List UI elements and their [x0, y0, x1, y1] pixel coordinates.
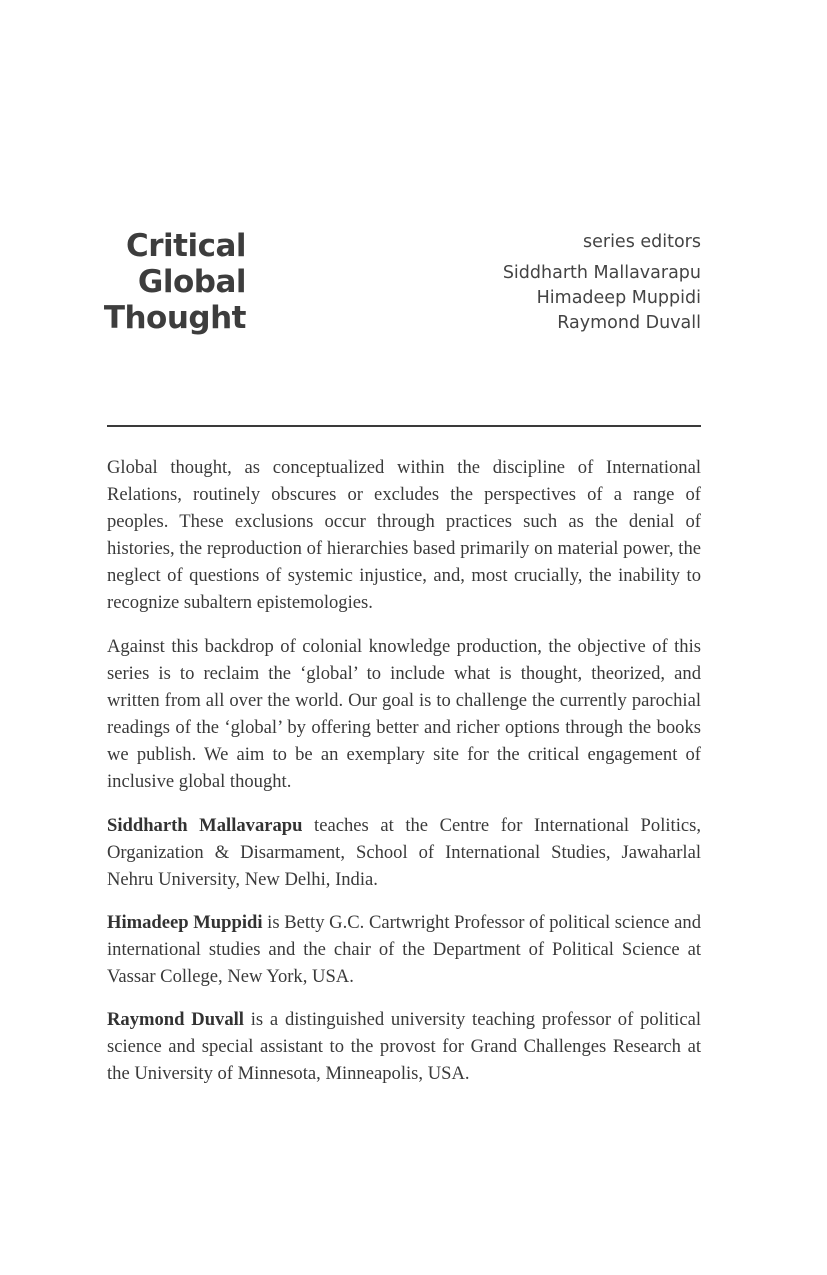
editor-bio-text: is Betty G.C. Cartwright Professor of political science and international studies and the chair of the Department of Political Science at Vassar College, New York, USA. [107, 912, 702, 987]
editor-bio [107, 1006, 701, 1087]
series-title-line: Global [137, 264, 246, 300]
editor-bio-name: Siddharth Mallavarapu [107, 815, 303, 836]
series-title-line: Critical [125, 228, 246, 264]
editor-name: Siddharth Mallavarapu [502, 263, 701, 283]
editor-bio-text: is a distinguished university teaching professor of political science and special assistant to the provost for Grand Challenges Research at the University of Minnesota, Minneapolis, USA. [107, 1009, 701, 1084]
editor-bio-name: Himadeep Muppidi [107, 912, 263, 933]
series-title [96, 228, 246, 336]
description-paragraph: Global thought, as conceptualized within the discipline of International Relations, routinely obscures or excludes the perspectives of a range of peoples. These exclusions occur through practices such as the denial of histories, the reproduction of hierarchies based primarily on material power, the neglect of questions of systemic injustice, and, most crucially, the inability to recognize subaltern epistemologies. [107, 457, 701, 613]
editor-bio-text: teaches at the Centre for International Politics, Organization & Disarmament, School of International Studies, Jawaharlal Nehru University, New Delhi, India. [107, 815, 701, 890]
editor-bio-name: Raymond Duvall [107, 1009, 244, 1030]
editor-bio [107, 909, 701, 990]
description-paragraph: Against this backdrop of colonial knowledge production, the objective of this series is to reclaim the ‘global’ to include what is thought, theorized, and written from all over the world. Our goal is to challenge the currently parochial readings of the ‘global’ by offering better and richer options through the books we publish. We aim to be an exemplary site for the critical engagement of inclusive global thought. [107, 636, 701, 792]
series-editors-label: series editors [582, 232, 701, 252]
editor-bio [107, 812, 701, 893]
series-editors [503, 231, 701, 336]
series-title-line: Thought [103, 300, 246, 336]
editor-name: Himadeep Muppidi [536, 288, 701, 308]
divider-rule [107, 425, 701, 427]
series-description [107, 454, 701, 1087]
editor-name: Raymond Duvall [557, 313, 701, 333]
